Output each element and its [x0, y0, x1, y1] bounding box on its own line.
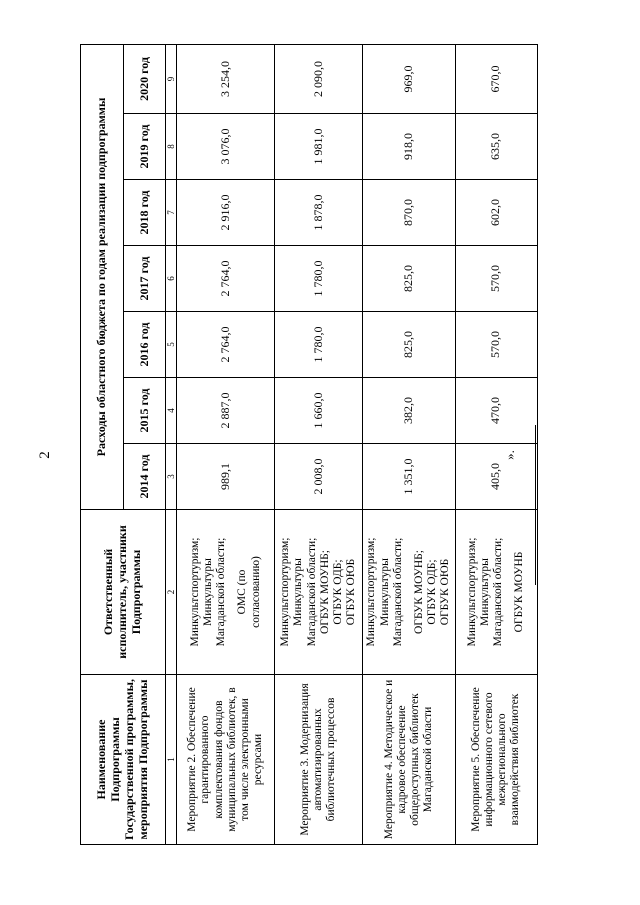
executor-line: Минкультуры	[292, 558, 305, 626]
page-number: 2	[36, 451, 53, 459]
index-cell: 2	[166, 510, 177, 675]
value-cell: 1 878,0	[275, 180, 363, 246]
row-name-cell: Мероприятие 2. Обеспечение гарантированного комплектования фондов муниципальных библиотек, в том числе электронными ресурсами	[177, 675, 275, 845]
header-year: 2014 год	[124, 444, 166, 510]
rotated-table-stage	[80, 45, 526, 845]
row-name-cell: Мероприятие 5. Обеспечение информационного сетевого межрегионального взаимодействия библиотек	[455, 675, 537, 845]
row-executor-cell	[177, 510, 275, 675]
budget-table	[80, 44, 538, 845]
value-cell: 2 090,0	[275, 44, 363, 113]
executor-line: Магаданской области;	[391, 537, 404, 647]
value-cell: 1 660,0	[275, 378, 363, 444]
value-cell: 405,0	[455, 444, 537, 510]
header-year: 2015 год	[124, 378, 166, 444]
executor-line: Магаданской области;	[305, 537, 318, 647]
value-cell: 602,0	[455, 180, 537, 246]
value-cell: 870,0	[363, 180, 455, 246]
value-cell: 2 887,0	[177, 378, 275, 444]
value-cell: 382,0	[363, 378, 455, 444]
value-cell: 2 764,0	[177, 312, 275, 378]
index-cell: 6	[166, 246, 177, 312]
row-executor-cell	[455, 510, 537, 675]
index-cell: 1	[166, 675, 177, 845]
index-cell: 7	[166, 180, 177, 246]
header-year: 2019 год	[124, 114, 166, 180]
index-cell: 3	[166, 444, 177, 510]
value-cell: 989,1	[177, 444, 275, 510]
executor-line: Минкультспортуризм;	[465, 537, 478, 647]
executor-line: ОГБУК МОУНБ	[513, 551, 526, 633]
executor-line: ОГБУК ОЮБ	[439, 558, 452, 626]
value-cell: 570,0	[455, 312, 537, 378]
value-cell: 3 254,0	[177, 44, 275, 113]
executor-line: Магаданской области;	[215, 537, 228, 647]
value-cell: 918,0	[363, 114, 455, 180]
value-cell: 1 981,0	[275, 114, 363, 180]
row-executor-cell	[275, 510, 363, 675]
row-executor-cell	[363, 510, 455, 675]
executor-line: Минкультспортуризм;	[365, 537, 378, 647]
executor-line: ОГБУК МОУНБ;	[413, 550, 425, 634]
underline-rule	[535, 425, 536, 585]
value-cell: 470,0	[455, 378, 537, 444]
value-cell: 1 351,0	[363, 444, 455, 510]
executor-line: ОГБУК ОЮБ	[345, 558, 358, 626]
executor-line: ОГБУК ОДБ;	[332, 559, 345, 625]
row-name-cell: Мероприятие 3. Модернизация автоматизированных библиотечных процессов	[275, 675, 363, 845]
value-cell: 570,0	[455, 246, 537, 312]
header-row-top	[81, 44, 124, 844]
executor-line: Минкультуры	[202, 558, 215, 626]
value-cell: 1 780,0	[275, 246, 363, 312]
value-cell: 635,0	[455, 114, 537, 180]
value-cell: 3 076,0	[177, 114, 275, 180]
closing-quote-mark: ».	[502, 450, 517, 460]
value-cell: 2 008,0	[275, 444, 363, 510]
index-row	[166, 44, 177, 844]
value-cell: 1 780,0	[275, 312, 363, 378]
header-executor: Ответственный исполнитель, участники Подпрограммы	[81, 510, 166, 675]
index-cell: 9	[166, 44, 177, 113]
value-cell: 969,0	[363, 44, 455, 113]
value-cell: 825,0	[363, 312, 455, 378]
executor-line: ОМС (по	[236, 569, 249, 615]
table-row	[363, 44, 455, 844]
header-name: Наименование Подпрограммы Государственной программы, мероприятия Подпрограммы	[81, 675, 166, 845]
executor-line: Минкультуры	[478, 558, 491, 626]
header-year: 2016 год	[124, 312, 166, 378]
executor-line: Минкультспортуризм;	[188, 537, 201, 647]
header-year: 2018 год	[124, 180, 166, 246]
header-expenses-group: Расходы областного бюджета по годам реализации подпрограммы	[81, 44, 124, 509]
executor-line: ОГБУК ОДБ;	[426, 559, 439, 625]
executor-line: Минкультспортуризм;	[279, 537, 292, 647]
table-row	[177, 44, 275, 844]
value-cell: 670,0	[455, 44, 537, 113]
executor-line: ОГБУК МОУНБ;	[318, 550, 331, 634]
table-row	[455, 44, 537, 844]
index-cell: 5	[166, 312, 177, 378]
table-row	[275, 44, 363, 844]
header-year: 2017 год	[124, 246, 166, 312]
executor-line: согласованию)	[249, 556, 262, 628]
index-cell: 8	[166, 114, 177, 180]
value-cell: 2 916,0	[177, 180, 275, 246]
index-cell: 4	[166, 378, 177, 444]
row-name-cell: Мероприятие 4. Методическое и кадровое обеспечение общедоступных библиотек Магаданской области	[363, 675, 455, 845]
header-year: 2020 год	[124, 44, 166, 113]
value-cell: 2 764,0	[177, 246, 275, 312]
executor-line: Минкультуры	[378, 558, 391, 626]
executor-line: Магаданской области;	[492, 537, 505, 647]
value-cell: 825,0	[363, 246, 455, 312]
